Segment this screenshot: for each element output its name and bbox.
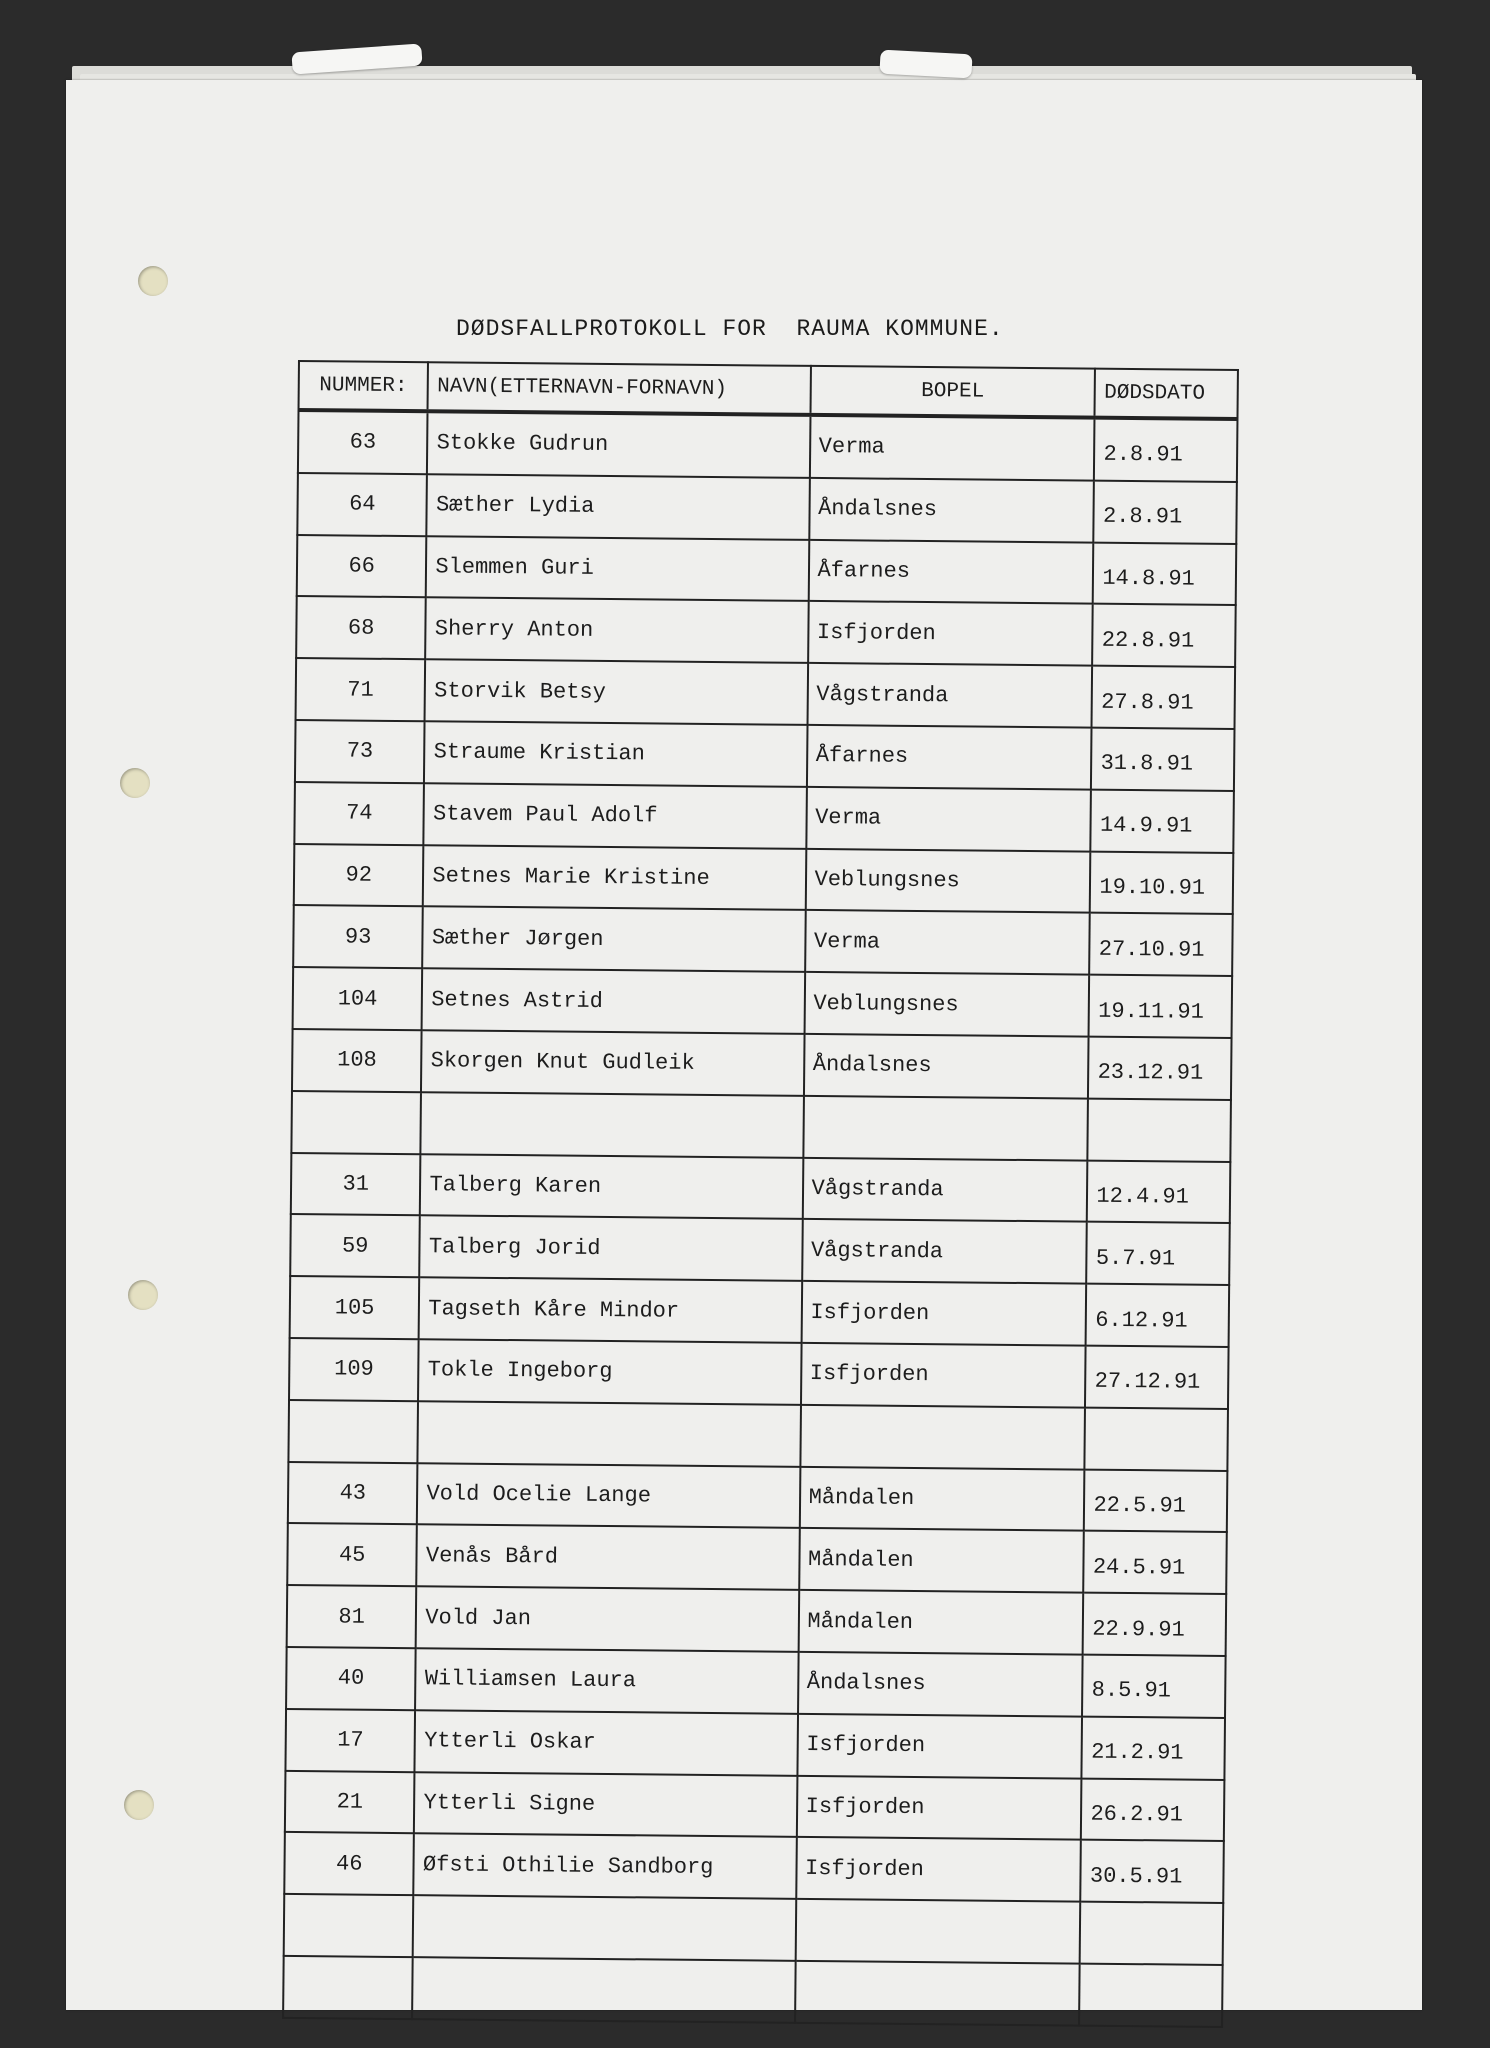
cell-name: Talberg Karen: [420, 1154, 803, 1219]
cell-number: [288, 1400, 418, 1463]
cell-number: 81: [287, 1585, 417, 1648]
cell-number: 45: [287, 1523, 417, 1586]
cell-name: [412, 1957, 795, 2022]
cell-bopel: Vågstranda: [807, 663, 1093, 728]
cell-name: Skorgen Knut Gudleik: [421, 1030, 804, 1095]
cell-number: 71: [296, 658, 426, 721]
header-row: [299, 361, 1238, 419]
cell-date: 23.12.91: [1088, 1037, 1231, 1100]
cell-name: Stavem Paul Adolf: [424, 783, 807, 848]
cell-bopel: Isfjorden: [796, 1837, 1082, 1902]
cell-name: Ytterli Oskar: [415, 1710, 798, 1775]
cell-bopel: Veblungsnes: [805, 848, 1091, 913]
cell-number: [284, 1894, 414, 1957]
table-row: [287, 1585, 1227, 1656]
table-row: [285, 1770, 1225, 1841]
cell-name: Straume Kristian: [424, 721, 807, 786]
cell-date: 19.11.91: [1089, 975, 1232, 1038]
cell-number: 63: [298, 410, 428, 474]
cell-number: 31: [291, 1153, 421, 1216]
cell-date: 8.5.91: [1082, 1655, 1225, 1718]
cell-name: Sherry Anton: [426, 598, 809, 663]
table-row: [287, 1523, 1227, 1594]
cell-number: 104: [293, 967, 423, 1030]
cell-date: 12.4.91: [1087, 1160, 1230, 1223]
cell-bopel: Åndalsnes: [798, 1652, 1084, 1717]
punch-hole: [138, 266, 168, 296]
cell-number: 40: [286, 1647, 416, 1710]
cell-bopel: Åfarnes: [806, 725, 1092, 790]
punch-hole: [120, 768, 150, 798]
cell-bopel: Måndalen: [799, 1528, 1085, 1593]
punch-hole: [124, 1790, 154, 1820]
table-row: [294, 844, 1234, 915]
cell-number: 92: [294, 844, 424, 907]
cell-date: 5.7.91: [1087, 1222, 1230, 1285]
cell-name: Tokle Ingeborg: [418, 1339, 801, 1404]
table-row: [291, 1091, 1231, 1162]
table-row: [288, 1400, 1228, 1471]
cell-name: Ytterli Signe: [414, 1772, 797, 1837]
cell-number: 21: [285, 1770, 415, 1833]
table-row: [283, 1956, 1223, 2027]
cell-date: [1088, 1098, 1231, 1161]
cell-bopel: [803, 1096, 1089, 1161]
cell-number: 64: [297, 473, 427, 536]
cell-number: [291, 1091, 421, 1154]
table-row: [294, 782, 1234, 853]
table-row: [295, 720, 1235, 791]
table-row: [288, 1462, 1228, 1533]
cell-date: 2.8.91: [1094, 480, 1237, 543]
cell-name: Setnes Marie Kristine: [423, 845, 806, 910]
table-body: [283, 410, 1237, 2027]
cell-number: 43: [288, 1462, 418, 1525]
cell-date: 21.2.91: [1082, 1716, 1225, 1779]
cell-bopel: Åndalsnes: [803, 1034, 1089, 1099]
cell-bopel: Verma: [805, 910, 1091, 975]
cell-number: 109: [289, 1338, 419, 1401]
cell-bopel: [800, 1405, 1086, 1470]
cell-date: [1080, 1964, 1223, 2027]
punch-hole: [128, 1280, 158, 1310]
cell-name: Vold Ocelie Lange: [417, 1463, 800, 1528]
table-row: [298, 410, 1238, 482]
cell-date: 24.5.91: [1084, 1531, 1227, 1594]
cell-name: Setnes Astrid: [422, 968, 805, 1033]
table-row: [291, 1153, 1231, 1224]
cell-number: 17: [285, 1709, 415, 1772]
cell-name: Talberg Jorid: [420, 1216, 803, 1281]
cell-date: [1080, 1902, 1223, 1965]
cell-name: Øfsti Othilie Sandborg: [414, 1834, 797, 1899]
cell-bopel: [795, 1899, 1081, 1964]
cell-bopel: Isfjorden: [797, 1714, 1083, 1779]
cell-number: [283, 1956, 413, 2019]
cell-date: 19.10.91: [1090, 851, 1233, 914]
cell-date: 31.8.91: [1091, 728, 1234, 791]
cell-name: Williamsen Laura: [415, 1648, 798, 1713]
table-row: [297, 535, 1237, 606]
cell-name: Sæther Lydia: [427, 474, 810, 539]
table-row: [284, 1832, 1224, 1903]
cell-number: 46: [284, 1832, 414, 1895]
table-row: [290, 1214, 1230, 1285]
cell-date: 22.9.91: [1083, 1593, 1226, 1656]
cell-bopel: Vågstranda: [802, 1157, 1088, 1222]
cell-bopel: Isfjorden: [796, 1775, 1082, 1840]
death-register-table: [282, 360, 1239, 2028]
cell-number: 105: [290, 1276, 420, 1339]
table-row: [297, 473, 1237, 544]
cell-number: 108: [292, 1029, 422, 1092]
cell-name: Storvik Betsy: [425, 659, 808, 724]
cell-name: Venås Bård: [417, 1525, 800, 1590]
header-bopel: BOPEL: [810, 366, 1095, 418]
cell-bopel: Måndalen: [798, 1590, 1084, 1655]
cell-date: 26.2.91: [1081, 1778, 1224, 1841]
cell-name: [413, 1895, 796, 1960]
cell-bopel: [795, 1961, 1081, 2026]
cell-name: Tagseth Kåre Mindor: [419, 1277, 802, 1342]
header-name: NAVN(ETTERNAVN-FORNAVN): [428, 362, 811, 415]
cell-date: 27.10.91: [1090, 913, 1233, 976]
table-row: [284, 1894, 1224, 1965]
cell-name: [421, 1092, 804, 1157]
table-row: [296, 596, 1236, 667]
cell-bopel: Isfjorden: [808, 601, 1094, 666]
cell-name: Vold Jan: [416, 1586, 799, 1651]
table-row: [285, 1709, 1225, 1780]
table-row: [293, 905, 1233, 976]
cell-date: 6.12.91: [1086, 1284, 1229, 1347]
cell-bopel: Isfjorden: [801, 1281, 1087, 1346]
cell-name: [418, 1401, 801, 1466]
cell-date: 14.9.91: [1091, 789, 1234, 852]
cell-number: 68: [296, 596, 426, 659]
cell-number: 73: [295, 720, 425, 783]
table-row: [293, 967, 1233, 1038]
cell-bopel: Verma: [809, 415, 1095, 481]
cell-bopel: Åfarnes: [808, 540, 1094, 605]
cell-name: Sæther Jørgen: [423, 907, 806, 972]
cell-number: 74: [294, 782, 424, 845]
cell-bopel: Veblungsnes: [804, 972, 1090, 1037]
cell-date: 30.5.91: [1081, 1840, 1224, 1903]
cell-number: 93: [293, 905, 423, 968]
cell-date: 2.8.91: [1094, 418, 1237, 482]
cell-bopel: Isfjorden: [801, 1343, 1087, 1408]
table-row: [290, 1276, 1230, 1347]
cell-date: 27.8.91: [1092, 666, 1235, 729]
tape-piece: [879, 50, 972, 79]
table-row: [296, 658, 1236, 729]
table-row: [289, 1338, 1229, 1409]
cell-name: Stokke Gudrun: [427, 411, 810, 477]
cell-date: 22.8.91: [1093, 604, 1236, 667]
cell-number: 59: [290, 1214, 420, 1277]
table-row: [286, 1647, 1226, 1718]
cell-date: 14.8.91: [1093, 542, 1236, 605]
document-title: DØDSFALLPROTOKOLL FOR RAUMA KOMMUNE.: [456, 316, 1004, 342]
cell-name: Slemmen Guri: [426, 536, 809, 601]
cell-bopel: Måndalen: [799, 1466, 1085, 1531]
cell-date: 27.12.91: [1085, 1346, 1228, 1409]
header-number: NUMMER:: [299, 361, 429, 411]
header-date: DØDSDATO: [1095, 369, 1238, 419]
table-row: [292, 1029, 1232, 1100]
cell-date: 22.5.91: [1084, 1469, 1227, 1532]
cell-bopel: Verma: [806, 787, 1092, 852]
cell-bopel: Vågstranda: [802, 1219, 1088, 1284]
cell-bopel: Åndalsnes: [809, 478, 1095, 543]
cell-date: [1085, 1407, 1228, 1470]
cell-number: 66: [297, 535, 427, 598]
